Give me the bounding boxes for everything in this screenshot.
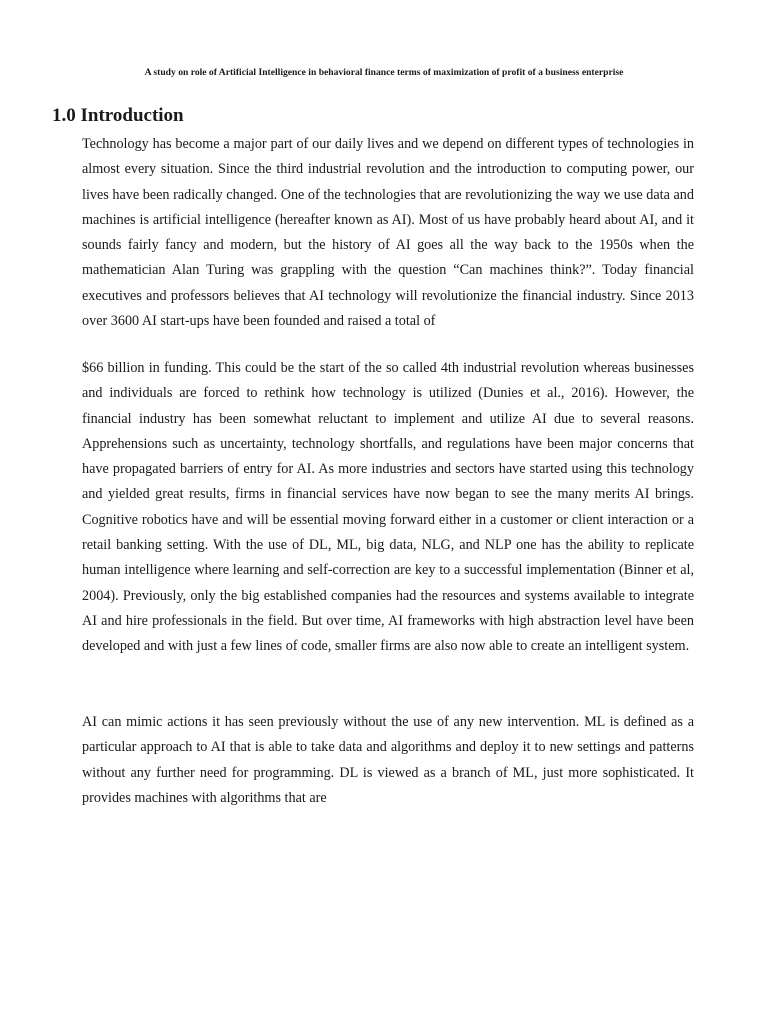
document-title: A study on role of Artificial Intelligence in behavioral finance terms of maximization of profit of a business enterprise	[144, 67, 624, 78]
section-heading: 1.0 Introduction	[52, 105, 184, 126]
paragraph-2: $66 billion in funding. This could be the start of the so called 4th industrial revolution whereas businesses and individuals are forced to rethink how technology is utilized (Dunies et al., 2016). However, the financial industry has been somewhat reluctant to implement and utilize AI due to several reasons. Apprehensions such as uncertainty, technology shortfalls, and regulations have been major concerns that have propagated barriers of entry for AI. As more industries and sectors have started using this technology and yielded great results, firms in financial services have now began to see the many merits AI brings. Cognitive robotics have and will be essential moving forward either in a customer or client interaction or a retail banking setting. With the use of DL, ML, big data, NLG, and NLP one has the ability to replicate human intelligence where learning and self-correction are key to a successful implementation (Binner et al, 2004). Previously, only the big established companies had the resources and systems available to integrate AI and hire professionals in the field. But over time, AI frameworks with high abstraction level have been developed and with just a few lines of code, smaller firms are also now able to create an intelligent system.	[82, 360, 694, 655]
paragraph-1: Technology has become a major part of our daily lives and we depend on different types of technologies in almost every situation. Since the third industrial revolution and the introduction to computing power, our lives have been radically changed. One of the technologies that are revolutionizing the way we use data and machines is artificial intelligence (hereafter known as AI). Most of us have probably heard about AI, and it sounds fairly fancy and modern, but the history of AI goes all the way back to the 1950s when the mathematician Alan Turing was grappling with the question “Can machines think?”. Today financial executives and professors believes that AI technology will revolutionize the financial industry. Since 2013 over 3600 AI start-ups have been founded and raised a total of	[82, 136, 694, 330]
paragraph-3: AI can mimic actions it has seen previously without the use of any new intervention. ML is defined as a particular approach to AI that is able to take data and algorithms and deploy it to new settings and patterns without any further need for programming. DL is viewed as a branch of ML, just more sophisticated. It provides machines with algorithms that are	[82, 714, 694, 806]
